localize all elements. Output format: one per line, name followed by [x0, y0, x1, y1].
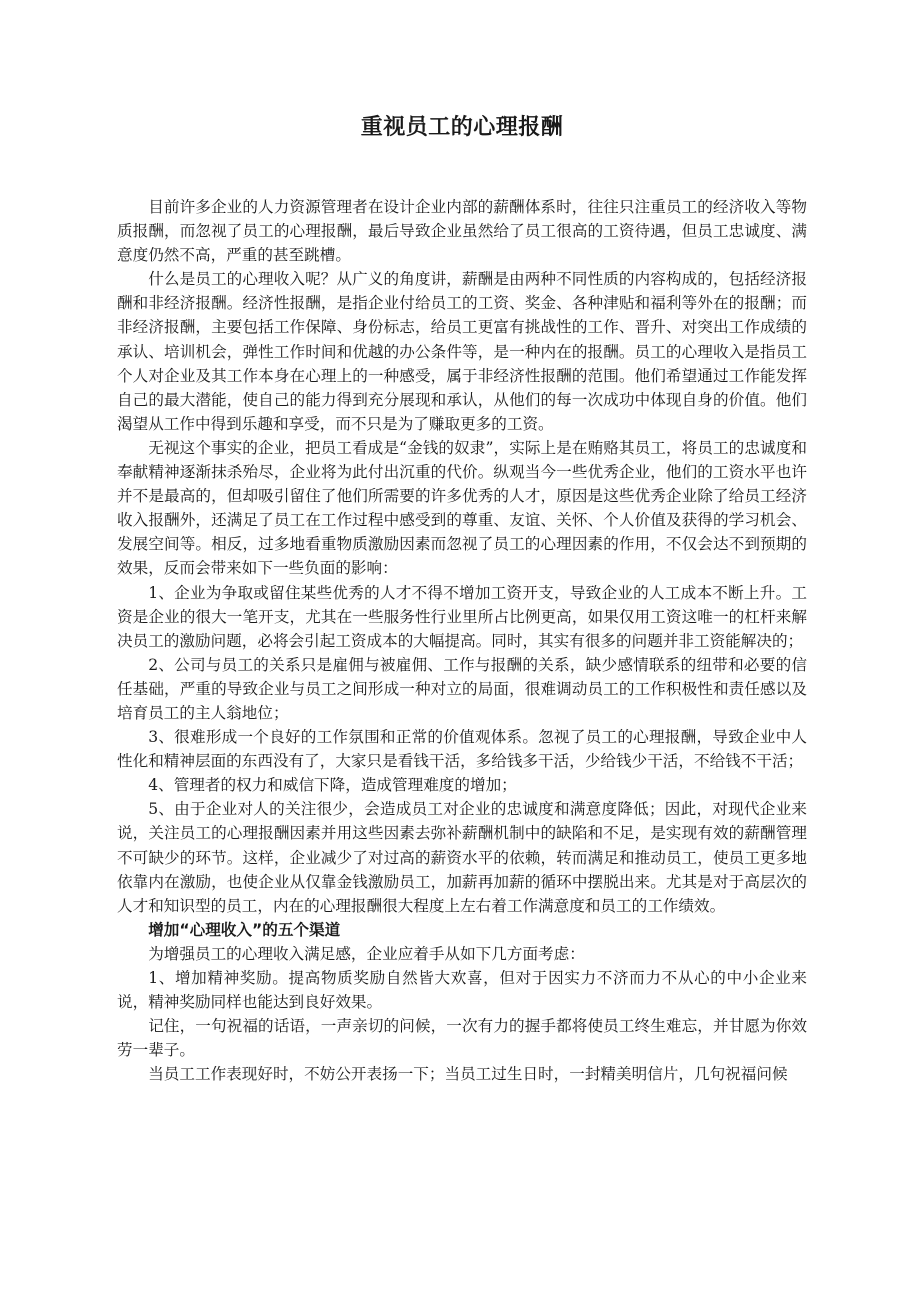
document-title: 重视员工的心理报酬	[360, 115, 564, 140]
paragraph: 记住，一句祝福的话语，一声亲切的问候，一次有力的握手都将使员工终生难忘，并甘愿为你效劳一辈子。	[117, 1017, 807, 1060]
paragraph: 目前许多企业的人力资源管理者在设计企业内部的薪酬体系时，往往只注重员工的经济收入等物质报酬，而忽视了员工的心理报酬，最后导致企业虽然给了员工很高的工资待遇，但员工忠诚度、满意度仍然不高，严重的甚至跳槽。	[117, 198, 807, 265]
paragraph: 当员工工作表现好时，不妨公开表扬一下；当员工过生日时，一封精美明信片，几句祝福问候	[148, 1065, 788, 1084]
paragraph: 为增强员工的心理收入满足感，企业应着手从如下几方面考虑：	[148, 944, 585, 963]
paragraph: 1、增加精神奖励。提高物质奖励自然皆大欢喜，但对于因实力不济而力不从心的中小企业来说，精神奖励同样也能达到良好效果。	[117, 969, 807, 1012]
section-heading: 增加“心理收入”的五个渠道	[148, 920, 341, 939]
document-page	[117, 0, 807, 1086]
paragraph: 无视这个事实的企业，把员工看成是“金钱的奴隶”，实际上是在贿赂其员工，将员工的忠诚度和奉献精神逐渐抹杀殆尽，企业将为此付出沉重的代价。纵观当今一些优秀企业，他们的工资水平也许并不是最高的，但却吸引留住了他们所需要的许多优秀的人才，原因是这些优秀企业除了给员工经济收入报酬外，还满足了员工在工作过程中感受到的尊重、友谊、关怀、个人价值及获得的学习机会、发展空间等。相反，过多地看重物质激励因素而忽视了员工的心理因素的作用，不仅会达不到预期的效果，反而会带来如下一些负面的影响：	[117, 438, 807, 578]
paragraph: 什么是员工的心理收入呢？从广义的角度讲，薪酬是由两种不同性质的内容构成的，包括经济报酬和非经济报酬。经济性报酬，是指企业付给员工的工资、奖金、各种津贴和福利等外在的报酬；而非经济报酬，主要包括工作保障、身份标志，给员工更富有挑战性的工作、晋升、对突出工作成绩的承认、培训机会，弹性工作时间和优越的办公条件等，是一种内在的报酬。员工的心理收入是指员工个人对企业及其工作本身在心理上的一种感受，属于非经济性报酬的范围。他们希望通过工作能发挥自己的最大潜能，使自己的能力得到充分展现和承认，从他们的每一次成功中体现自身的价值。他们渴望从工作中得到乐趣和享受，而不只是为了赚取更多的工资。	[117, 270, 807, 433]
document-body	[117, 195, 807, 1086]
list-item-5: 5、由于企业对人的关注很少，会造成员工对企业的忠诚度和满意度降低；因此，对现代企业来说，关注员工的心理报酬因素并用这些因素去弥补薪酬机制中的缺陷和不足，是实现有效的薪酬管理不可缺少的环节。这样，企业减少了对过高的薪资水平的依赖，转而满足和推动员工，使员工更多地依靠内在激励，也使企业从仅靠金钱激励员工，加薪再加薪的循环中摆脱出来。尤其是对于高层次的人才和知识型的员工，内在的心理报酬很大程度上左右着工作满意度和员工的工作绩效。	[117, 800, 807, 915]
list-item-2: 2、公司与员工的关系只是雇佣与被雇佣、工作与报酬的关系，缺少感情联系的纽带和必要的信任基础，严重的导致企业与员工之间形成一种对立的局面，很难调动员工的工作积极性和责任感以及培育员工的主人翁地位；	[117, 655, 807, 722]
list-item-3: 3、很难形成一个良好的工作氛围和正常的价值观体系。忽视了员工的心理报酬，导致企业中人性化和精神层面的东西没有了，大家只是看钱干活，多给钱多干活，少给钱少干活，不给钱不干活；	[117, 728, 807, 771]
list-item-4: 4、管理者的权力和威信下降，造成管理难度的增加；	[148, 776, 517, 795]
list-item-1: 1、企业为争取或留住某些优秀的人才不得不增加工资开支，导致企业的人工成本不断上升。工资是企业的很大一笔开支，尤其在一些服务性行业里所占比例更高，如果仅用工资这唯一的杠杆来解决员工的激励问题，必将会引起工资成本的大幅提高。同时，其实有很多的问题并非工资能解决的；	[117, 583, 807, 650]
